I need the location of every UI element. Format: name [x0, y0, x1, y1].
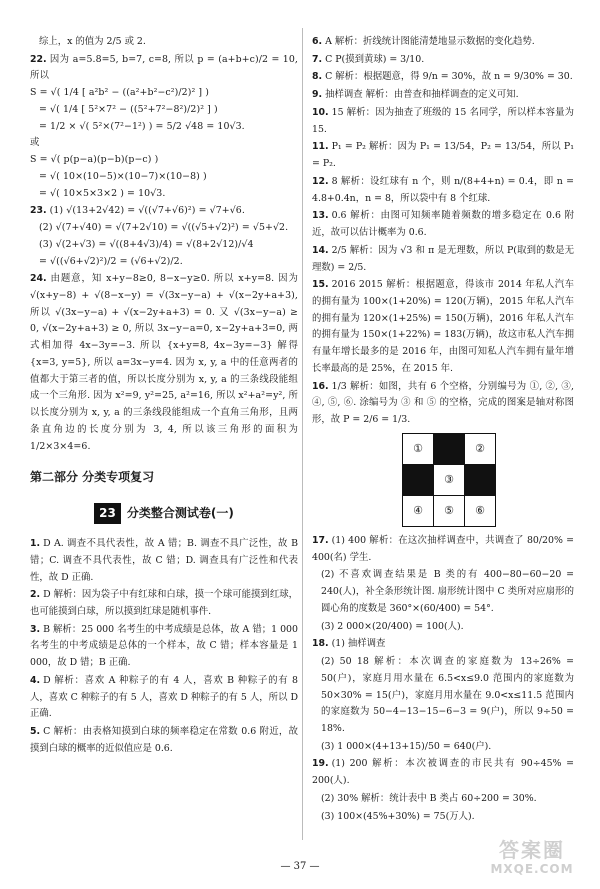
answer-text: 0.6 解析：由图可知频率随着频数的增多稳定在 0.6 附近，故可以估计概率为 0.6.: [312, 210, 574, 239]
answer-12: [312, 174, 574, 207]
answer-number: 16.: [312, 380, 329, 392]
answer-text: B 解析：25 000 名考生的中考成绩是总体，故 A 错；1 000 名考生的中考成绩是总体的一个样本，故 C 错；样本容量是 1 000，故 D 错；B 正确.: [30, 623, 298, 669]
q22-line-5: 或: [30, 137, 40, 149]
answer-14: [312, 243, 574, 276]
q23-number: 23.: [30, 205, 47, 217]
q24-text: 由题意，知 x+y−8≥0, 8−x−y≥0. 所以 x+y=8. 因为 √(x+y−8) + √(8−x−y) = √(3x−y−a) + √(x−2y+a+3), 所以 √(3x−y−a) + √(x−2y+a+3) = 0. 又 √(3x−y−a) ≥ 0, √(x−2y+a+3) ≥ 0, 所以 3x−y−a=0, x−2y+a+3=0, 两式相加得 4x−3y=−3. 所以 {x+y=8, 4x−3y=−3} 解得 {x=3, y=5}, 所以 a=3x−y=4. 因为 x, y, a 中的任意两者的值都大于第三者的值，所以长度分别为 x, y, a 的三条线段能组成一个三角形. 因为 x²=9, y²=25, a²=16, 所以 x²+a²=y², 所以长度分别为 x, y, a 的三条线段能组成一个直角三角形，且两条直角边的长度分别为 3, 4, 所以该三角形的面积为 1/2×3×4=6.: [30, 273, 298, 452]
answer-number: 3.: [30, 623, 41, 635]
q22-line-6: S = √( p(p−a)(p−b)(p−c) ): [30, 154, 159, 166]
answer-9: [312, 87, 574, 104]
answer-3: [30, 622, 298, 672]
answer-number: 6.: [312, 36, 323, 47]
q23-block: [30, 203, 298, 270]
answer-number: 17.: [312, 534, 329, 546]
answer-text: (1) 200 解析：本次被调查的市民共有 90÷45% = 200(人).: [312, 758, 574, 787]
answer-2: [30, 587, 298, 620]
answer-10: [312, 105, 574, 138]
q22-line-7: = √( 10×(10−5)×(10−7)×(10−8) ): [39, 170, 207, 182]
answer-8: [312, 69, 574, 86]
answer-number: 4.: [30, 674, 41, 686]
answer-number: 15.: [312, 279, 329, 291]
grid-cell-1: ①: [403, 433, 434, 464]
answer-text: (1) 400 解析：在这次抽样调查中，共调查了 80/20% = 400(名) 学生.: [312, 534, 574, 563]
answer-number: 7.: [312, 53, 323, 65]
answer-text: A 解析：折线统计图能清楚地显示数据的变化趋势.: [325, 36, 535, 47]
left-column: [30, 34, 298, 759]
answer-number: 1.: [30, 538, 41, 550]
answer-number: 18.: [312, 638, 329, 650]
answer-18-3: (3) 1 000×(4+13+15)/50 = 640(户).: [321, 740, 492, 752]
answer-17-1: [312, 533, 574, 566]
answer-text: C P(摸到黄球) = 3/10.: [325, 53, 425, 65]
answer-5: [30, 724, 298, 757]
q24-number: 24.: [30, 273, 47, 285]
q22-line-2: S = √( 1/4 [ a²b² − ((a²+b²−c²)/2)² ] ): [30, 87, 209, 99]
watermark-line-1: 答案圈: [499, 838, 565, 862]
q23-line-4: = √((√6+√2)²)/2 = (√6+√2)/2.: [39, 255, 183, 267]
q23-line-3: (3) √(2+√3) = √((8+4√3)/4) = √(8+2√12)/√4: [39, 238, 254, 250]
unit-number-badge: 23: [94, 503, 121, 524]
q22-block: [30, 52, 298, 203]
answer-4: [30, 673, 298, 723]
grid-cell-shaded: [465, 464, 496, 495]
answer-18-2: (2) 50 18 解析：本次调查的家庭数为 13÷26% = 50(户)，家庭月用水量在 6.5<x≤9.0 范围内的家庭数为 50×30% = 15(户)，家庭月用水量在 9.0<x≤11.5 范围内的家庭数为 50−4−13−15−6−3 = 9(户)，所以 9÷50 = 18%.: [321, 656, 574, 734]
answer-6: [312, 34, 574, 51]
answer-number: 12.: [312, 175, 329, 187]
answer-number: 9.: [312, 89, 323, 101]
q23-line-2: (2) √(7+√40) = √(7+2√10) = √((√5+√2)²) = √5+√2.: [39, 222, 289, 234]
answer-text: C 解析：根据题意，得 9/n = 30%，故 n = 9/30% = 30.: [325, 71, 573, 83]
answer-text: (1) 抽样调查: [331, 638, 386, 650]
right-column: [312, 34, 574, 826]
grid-cell-2: ②: [465, 433, 496, 464]
answer-17-3: (3) 2 000×(20/400) = 100(人).: [321, 620, 464, 632]
answer-number: 13.: [312, 210, 329, 222]
grid-cell-6: ⑥: [465, 495, 496, 526]
q22-line-4: = 1/2 × √( 5²×(7²−1²) ) = 5/2 √48 = 10√3.: [39, 120, 245, 132]
answer-text: 8 解析：设红球有 n 个，则 n/(8+4+n) = 0.4，即 n = 4.8+0.4n，n = 8，所以袋中有 8 个红球.: [312, 175, 574, 204]
grid-cell-shaded: [434, 433, 465, 464]
answer-text: D 解析：喜欢 A 种粽子的有 4 人，喜欢 B 种粽子的有 8 人，喜欢 C 种粽子的有 5 人，喜欢 D 种粽子的有 5 人，所以 D 正确.: [30, 674, 298, 720]
q24-block: [30, 271, 298, 455]
watermark-logo: [482, 839, 582, 883]
answer-text: C 解析：由表格知摸到白球的频率稳定在常数 0.6 附近，故摸到白球的概率的近似值应是 0.6.: [30, 726, 298, 754]
answer-number: 19.: [312, 758, 329, 770]
answer-text: D 解析：因为袋子中有红球和白球，摸一个球可能摸到红球，也可能摸到白球，所以摸到红球是随机事件.: [30, 589, 298, 618]
answer-number: 5.: [30, 726, 41, 738]
answer-text: 15 解析：因为抽查了班级的 15 名同学，所以样本容量为 15.: [312, 106, 574, 135]
page-number: — 37 —: [280, 861, 320, 872]
part-title: 第二部分 分类专项复习: [30, 470, 155, 485]
answer-number: 2.: [30, 589, 41, 601]
q22-line-1: 因为 a=5.8=5, b=7, c=8, 所以 p = (a+b+c)/2 = 10, 所以: [30, 53, 298, 82]
answer-19-3: (3) 100×(45%+30%) = 75(万人).: [321, 810, 475, 822]
grid-cell-5: ⑤: [434, 495, 465, 526]
answer-number: 11.: [312, 141, 329, 153]
answer-text: P₁ = P₂ 解析：因为 P₁ = 13/54，P₂ = 13/54，所以 P₁ = P₂.: [312, 141, 574, 170]
answer-text: D A. 调查不具代表性，故 A 错；B. 调查不具广泛性，故 B 错；C. 调查不具代表性，故 C 错；D. 调查具有广泛性和代表性，故 D 正确.: [30, 538, 298, 583]
unit-title: 分类整合测试卷(一): [126, 505, 234, 520]
grid-cell-4: ④: [403, 495, 434, 526]
answer-7: [312, 52, 574, 69]
grid-cell-shaded: [403, 464, 434, 495]
unit-heading: [30, 503, 298, 524]
answer-18-1: [312, 636, 574, 653]
answer-number: 8.: [312, 71, 323, 83]
column-divider: [302, 28, 303, 840]
q22-number: 22.: [30, 53, 47, 65]
watermark-line-2: MXQE.COM: [490, 862, 574, 876]
q22-line-8: = √( 10×5×3×2 ) = 10√3.: [39, 187, 166, 199]
q21-conclusion: 综上，x 的值为 2/5 或 2.: [39, 36, 146, 47]
answer-1: [30, 536, 298, 586]
q22-line-3: = √( 1/4 [ 5²×7² − ((5²+7²−8²)/2)² ] ): [39, 103, 218, 115]
answer-17-2: (2) 不喜欢调查结果是 B 类的有 400−80−60−20 = 240(人)，补全条形统计图. 扇形统计图中 C 类所对应扇形的圆心角的度数是 360°×(60/400) = 54°.: [321, 569, 574, 614]
answer-16: [312, 379, 574, 429]
answer-19-1: [312, 756, 574, 789]
answer-15: [312, 277, 574, 377]
answer-number: 14.: [312, 244, 329, 256]
answer-text: 2016 2015 解析：根据题意，得该市 2014 年私人汽车的拥有量为 100×(1+20%) = 120(万辆)，2015 年私人汽车的拥有量为 120×(1+25%) = 150(万辆)，2016 年私人汽车的拥有量为 150×(1+22%) = 183(万辆)，故这市私人汽车拥有量年增长最多的是 2016 年，由图可知私人汽车拥有量年增长率最高的是 25%，在 2015 年.: [312, 279, 574, 374]
answer-19-2: (2) 30% 解析：统计表中 B 类占 60÷200 = 30%.: [321, 792, 537, 804]
answer-11: [312, 139, 574, 172]
answer-13: [312, 208, 574, 241]
q23-line-1: (1) √(13+2√42) = √((√7+√6)²) = √7+√6.: [49, 205, 245, 217]
answer-text: 2/5 解析：因为 √3 和 π 是无理数，所以 P(取到的数是无理数) = 2/5.: [312, 244, 574, 273]
answer-text: 抽样调查 解析：由普查和抽样调查的定义可知.: [325, 89, 519, 101]
grid-cell-3: ③: [434, 464, 465, 495]
q16-grid-figure: [402, 433, 496, 527]
answer-number: 10.: [312, 106, 329, 118]
answer-text: 1/3 解析：如图，共有 6 个空格，分别编号为 ①, ②, ③, ④, ⑤, ⑥. 涂编号为 ③ 和 ⑤ 的空格，完成的图案是轴对称图形，故 P = 2/6 = 1/3.: [312, 380, 574, 426]
